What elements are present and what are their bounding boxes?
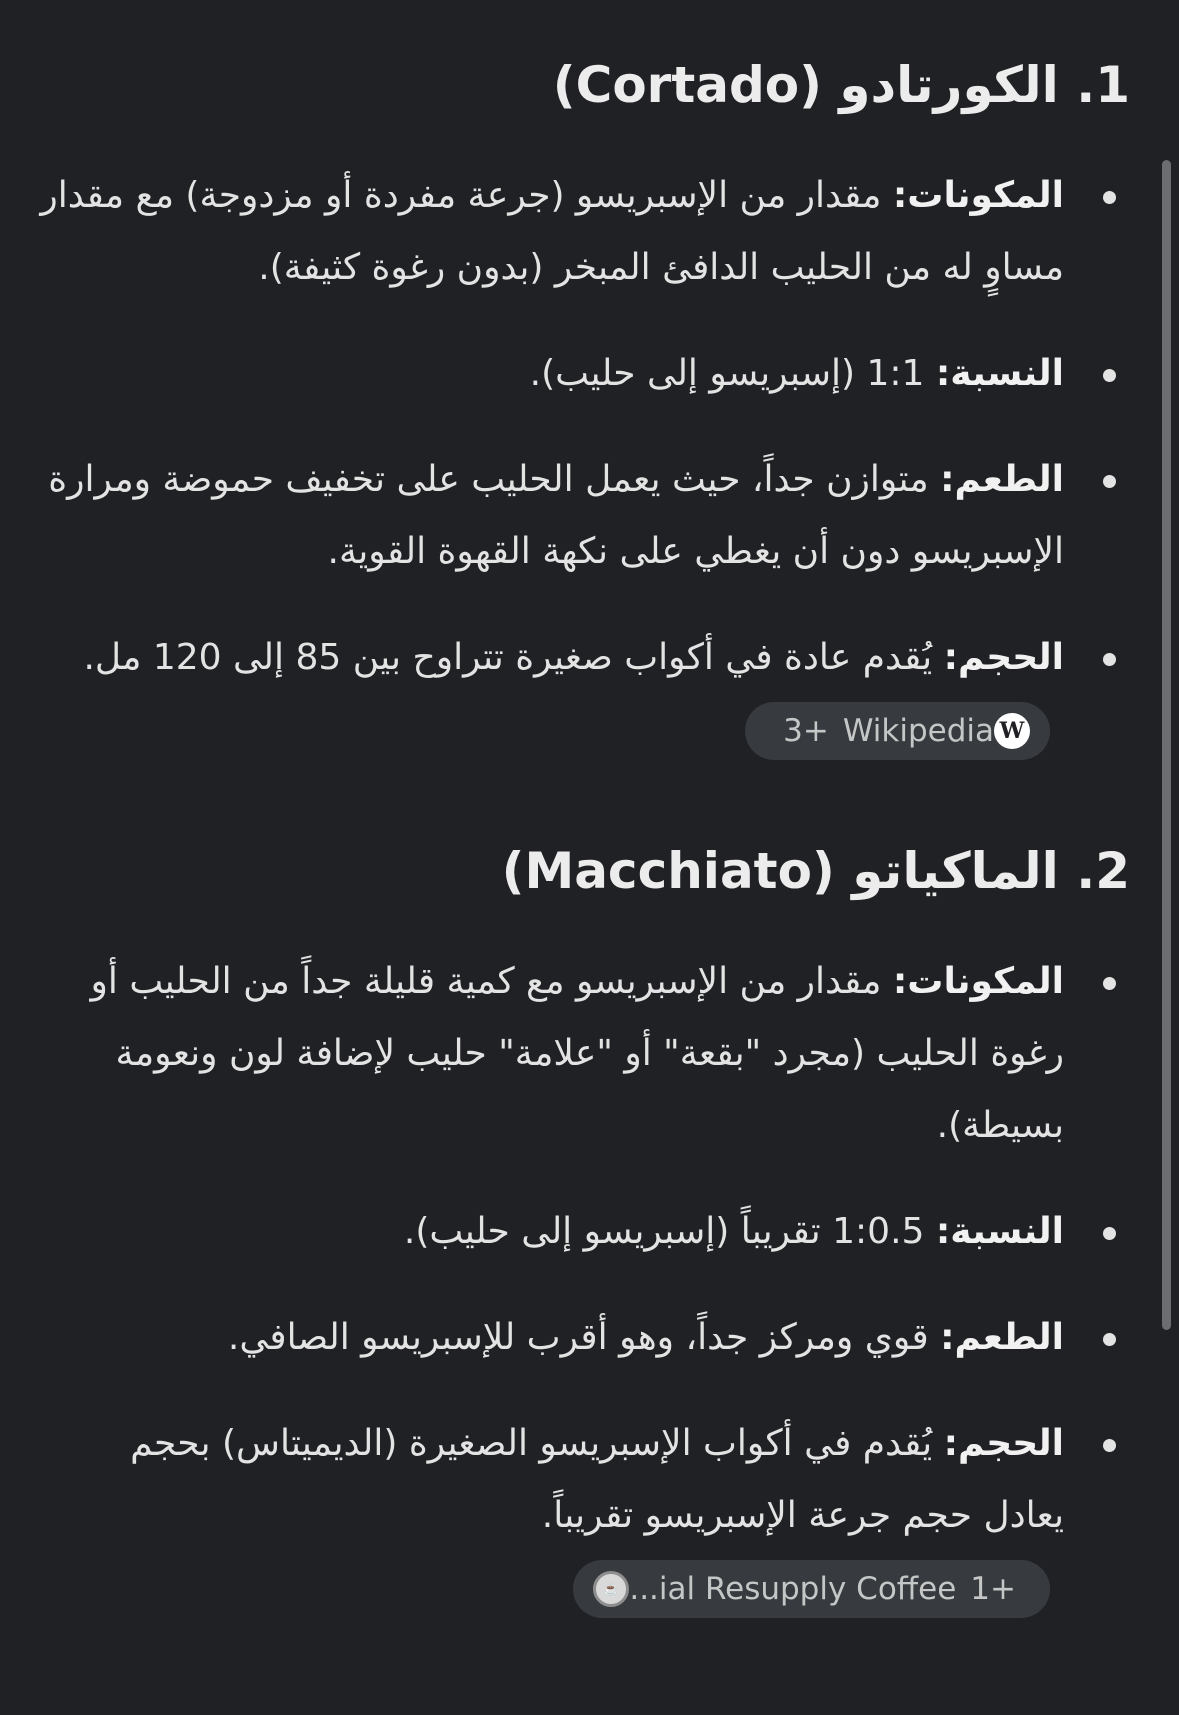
item-label: النسبة: (935, 353, 1064, 394)
citation-chip-wikipedia[interactable] (745, 702, 1050, 760)
item-text: يُقدم في أكواب الإسبريسو الصغيرة (الديميتاس) بحجم يعادل حجم جرعة الإسبريسو تقريباً. (130, 1423, 1064, 1536)
citation-source: ...ial Resupply Coffee (629, 1571, 957, 1607)
item-text: يُقدم عادة في أكواب صغيرة تتراوح بين 85 إلى 120 مل. (83, 637, 944, 678)
list-item (40, 622, 1130, 766)
scrollbar[interactable] (1162, 160, 1171, 1330)
item-label: النسبة: (935, 1211, 1064, 1252)
bullet-icon (1103, 653, 1116, 666)
bullet-icon (1103, 1333, 1116, 1346)
list-item (40, 1196, 1130, 1268)
list-item (40, 160, 1130, 304)
citation-chip-coffee[interactable] (573, 1560, 1050, 1618)
response-content (40, 40, 1130, 1658)
bullet-icon (1103, 1439, 1116, 1452)
item-text: مقدار من الإسبريسو مع كمية قليلة جداً من الحليب أو رغوة الحليب (مجرد "بقعة" أو "علامة" حليب لإضافة لون ونعومة بسيطة). (90, 961, 1064, 1146)
item-label: الطعم: (940, 1317, 1064, 1358)
wikipedia-icon: W (994, 713, 1030, 749)
bullet-icon (1103, 475, 1116, 488)
item-text: 1:0.5 تقريباً (إسبريسو إلى حليب). (403, 1211, 936, 1252)
cortado-list (40, 160, 1130, 766)
section-title-macchiato: 2. الماكياتو (Macchiato) (501, 842, 1130, 900)
bullet-icon (1103, 977, 1116, 990)
list-item (40, 1302, 1130, 1374)
citation-count: 3+ (783, 713, 829, 749)
item-label: الطعم: (940, 459, 1064, 500)
item-label: المكونات: (892, 175, 1064, 216)
bullet-icon (1103, 369, 1116, 382)
list-item (40, 1408, 1130, 1624)
item-label: المكونات: (892, 961, 1064, 1002)
bullet-icon (1103, 191, 1116, 204)
item-text: متوازن جداً، حيث يعمل الحليب على تخفيف حموضة ومرارة الإسبريسو دون أن يغطي على نكهة القهوة القوية. (48, 459, 1064, 572)
list-item (40, 444, 1130, 588)
macchiato-list (40, 946, 1130, 1624)
section-title-cortado: 1. الكورتادو (Cortado) (552, 56, 1130, 114)
citation-source: Wikipedia (842, 713, 994, 749)
coffee-logo-icon: ☕ (593, 1571, 629, 1607)
item-label: الحجم: (943, 637, 1064, 678)
citation-count: 1+ (970, 1571, 1016, 1607)
item-text: 1:1 (إسبريسو إلى حليب). (529, 353, 936, 394)
bullet-icon (1103, 1227, 1116, 1240)
item-text: مقدار من الإسبريسو (جرعة مفردة أو مزدوجة) مع مقدار مساوٍ له من الحليب الدافئ المبخر (بدون رغوة كثيفة). (40, 175, 1064, 288)
list-item (40, 946, 1130, 1162)
item-text: قوي ومركز جداً، وهو أقرب للإسبريسو الصافي. (227, 1317, 941, 1358)
list-item (40, 338, 1130, 410)
item-label: الحجم: (943, 1423, 1064, 1464)
